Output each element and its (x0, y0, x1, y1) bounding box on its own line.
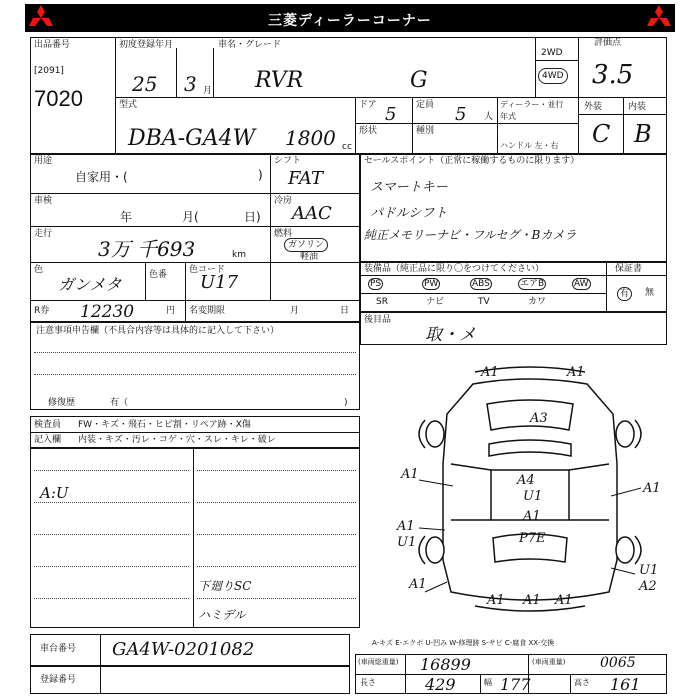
meigi-month: 月 (290, 306, 300, 316)
dims-value-1: 16899 (420, 655, 471, 674)
shift-label: シフト (274, 156, 302, 166)
reg-no-label: 登録番号 (40, 675, 77, 685)
inspector-left-note: A:U (40, 484, 69, 502)
inspector-fw-label: 検査員 (34, 420, 62, 430)
first-reg-year: 25 (132, 72, 158, 96)
inspection-year: 年 (120, 210, 133, 224)
dims-label-2: (車両重量) (532, 658, 566, 666)
dims-label-length: 長さ (360, 678, 376, 687)
accessories-frame (360, 312, 667, 345)
diagram-mark-left-door-dent: U1 (397, 535, 417, 550)
drive-2wd: 2WD (541, 48, 563, 58)
diagram-mark-right-side: A1 (643, 481, 661, 496)
doors-label: ドア (359, 100, 377, 110)
lot-number: 7020 (34, 86, 83, 111)
diagram-mark-front-right: A1 (567, 365, 585, 380)
inspector-int-label: 記入欄 (34, 435, 62, 445)
equip-tv: TV (478, 297, 490, 307)
equip-leather: カワ (528, 297, 547, 307)
equipment-label: 装備品（純正品に限り〇をつけてください） (364, 264, 545, 274)
type-code-value: DBA-GA4W (128, 126, 256, 151)
usage-label: 用途 (34, 156, 53, 166)
score-interior-label: 内装 (628, 102, 647, 112)
mitsubishi-logo-icon-right (646, 4, 672, 30)
usage-close: ) (258, 168, 263, 182)
repair-close: ) (344, 398, 348, 408)
diagram-mark-rear-2: A1 (523, 593, 541, 608)
chassis-value: GA4W-0201082 (112, 639, 255, 660)
dims-value-width: 177 (500, 675, 531, 694)
model-grade: G (410, 68, 428, 93)
equip-navi: ナビ (426, 297, 445, 307)
repair-value: 有（ (110, 398, 129, 408)
fuel-label: 燃料 (274, 229, 293, 239)
dims-label-width: 幅 (484, 678, 492, 687)
diagram-mark-right-rear-dent: U1 (639, 563, 659, 578)
inspection-label: 車検 (34, 196, 53, 206)
sales-point-3: 純正メモリーナビ・フルセグ・Bカメラ (364, 228, 577, 242)
diagram-mark-left-front-fender: A1 (401, 467, 419, 482)
first-reg-label: 初度登録年月 (119, 40, 174, 50)
capacity-value: 5 (455, 104, 467, 125)
capacity-unit: 人 (484, 112, 494, 122)
shift-value: FAT (288, 168, 323, 189)
color-no-label: 色番 (149, 270, 168, 280)
dims-value-length: 429 (425, 675, 456, 694)
shape-label: 形状 (359, 126, 378, 136)
first-reg-month: 3 (184, 72, 197, 96)
diagram-mark-front-left: A1 (481, 365, 499, 380)
manual-label: 保証書 (615, 264, 643, 274)
inspector-right-note-1: 下廻りSC (198, 579, 252, 593)
equip-airbag: エアB (520, 279, 545, 289)
diagram-mark-roof: A4 (517, 473, 535, 488)
diagram-mark-left-door: A1 (397, 519, 415, 534)
mileage-label: 走行 (34, 229, 53, 239)
fuel-diesel: 軽油 (300, 252, 319, 262)
fuel-gasoline: ガソリン (284, 238, 328, 252)
meigi-day: 日 (340, 306, 350, 316)
diagram-mark-rear-1: A1 (487, 593, 505, 608)
model-label: 車名・グレード (218, 40, 282, 50)
manual-yes: 有 (617, 287, 632, 301)
cooling-value: AAC (292, 203, 332, 224)
diagram-mark-rear-glass: P7E (519, 531, 546, 546)
sales-point-1: スマートキー (370, 180, 448, 195)
inspector-int-row: 内装・キズ・汚レ・コゲ・穴・スレ・キレ・破レ (78, 435, 276, 445)
manual-no: 無 (645, 288, 655, 298)
lot-label: 出品番号 (34, 40, 71, 50)
first-reg-month-unit: 月 (203, 86, 213, 96)
cooling-label: 冷房 (274, 196, 293, 206)
mitsubishi-logo-icon-left (28, 4, 54, 30)
diagram-mark-right-rear: A2 (639, 579, 657, 594)
recycle-value: 12230 (80, 302, 135, 322)
diagram-mark-left-rear: A1 (409, 577, 427, 592)
color-label: 色 (34, 265, 44, 275)
sales-points-label: セールスポイント（正常に稼働するものに限ります） (364, 156, 580, 166)
score-value: 3.5 (592, 60, 634, 90)
color-code: U17 (200, 272, 239, 293)
mileage-value: 3万 千693 (98, 237, 196, 261)
equip-ps: PS (370, 279, 382, 289)
dims-extra: 0065 (600, 655, 636, 671)
equip-sr: SR (376, 297, 388, 307)
recycle-unit: 円 (166, 306, 176, 316)
score-interior: B (634, 120, 652, 148)
drive-4wd: 4WD (538, 68, 568, 84)
diagram-mark-roof-lower: A1 (523, 509, 541, 524)
type-code-label: 型式 (119, 100, 138, 110)
damage-diagram (395, 360, 665, 625)
lot-code: [2091] (34, 66, 64, 76)
diagram-mark-roof-dent: U1 (523, 489, 543, 504)
top-info-frame (30, 37, 667, 154)
year-type-label: 年式 (500, 112, 516, 121)
model-name: RVR (255, 68, 304, 93)
inspector-right-note-2: ハミデル (198, 608, 246, 622)
usage-value: 自家用・( (75, 170, 128, 184)
header-bar (25, 4, 675, 32)
notes-label: 注意事項申告欄（不具合内容等は具体的に記入して下さい） (36, 326, 280, 336)
dealer-label: ディーラー・並行 (500, 100, 564, 109)
reg-no-frame (30, 666, 350, 694)
equip-pw: PW (424, 279, 439, 289)
accessories-label: 後目品 (364, 315, 392, 325)
repair-label: 修復歴 (48, 398, 76, 408)
displacement-value: 1800 (285, 126, 336, 150)
diagram-mark-rear-3: A1 (555, 593, 573, 608)
chassis-label: 車台番号 (40, 644, 77, 654)
header-title: 三菱ディーラーコーナー (268, 13, 432, 29)
equip-aw: AW (574, 279, 589, 289)
dims-value-height: 161 (610, 675, 641, 694)
sales-point-2: パドルシフト (370, 206, 448, 221)
equip-abs: ABS (472, 279, 490, 289)
doors-value: 5 (385, 104, 397, 125)
recycle-label: R券 (34, 306, 50, 316)
inspection-month: 月( (182, 210, 199, 224)
legend-text: A-キズ E-エクボ U-凹み W-修理跡 S-サビ C-腐食 XX-交換 (372, 639, 555, 647)
color-code-label: 色コード (189, 265, 226, 275)
score-label: 評価点 (594, 38, 622, 48)
score-exterior-label: 外装 (584, 102, 603, 112)
handle-label: ハンドル 左・右 (500, 141, 559, 150)
diagram-mark-hood: A3 (530, 411, 548, 426)
dims-label-1: (車両総重量) (358, 658, 399, 666)
accessories-value: 取・メ (425, 325, 476, 345)
displacement-unit: cc (342, 142, 352, 152)
category-label: 種別 (416, 126, 435, 136)
score-exterior: C (592, 120, 611, 148)
inspector-notes-frame (30, 448, 360, 628)
dims-label-height: 高さ (574, 678, 590, 687)
mileage-unit: km (232, 250, 246, 260)
color-value: ガンメタ (58, 275, 122, 294)
capacity-label: 定員 (416, 100, 435, 110)
inspection-day: 日) (244, 210, 261, 224)
meigi-label: 名変期限 (189, 306, 226, 316)
inspector-fw-row: FW・キズ・飛石・ヒビ割・リペア跡・X傷 (78, 420, 251, 430)
